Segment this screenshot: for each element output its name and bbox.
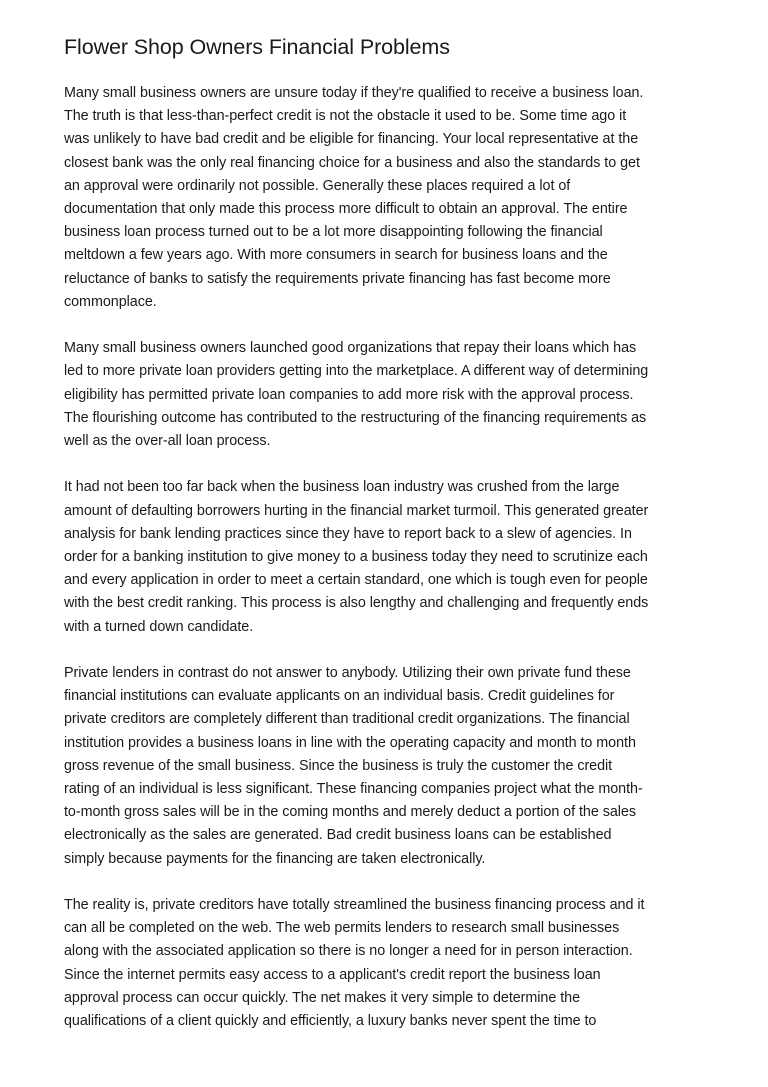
- text-line: an approval were ordinarily not possible. Generally these places required a lot of: [64, 177, 571, 194]
- text-line: with a turned down candidate.: [64, 618, 254, 635]
- text-line: approval process can occur quickly. The net makes it very simple to determine the: [64, 989, 581, 1006]
- text-line: It had not been too far back when the business loan industry was crushed from the large: [64, 479, 620, 496]
- text-line: order for a banking institution to give money to a business today they need to scrutinize each: [64, 549, 648, 566]
- text-line: The truth is that less-than-perfect credit is not the obstacle it used to be. Some time ago it: [64, 108, 627, 125]
- paragraph-2: [64, 337, 714, 453]
- text-line: institution provides a business loans in line with the operating capacity and month to month: [64, 734, 636, 751]
- text-line: documentation that only made this process more difficult to obtain an approval. The entire: [64, 201, 628, 218]
- text-line: Since the internet permits easy access to a applicant's credit report the business loan: [64, 966, 601, 983]
- text-line: analysis for bank lending practices since they have to report back to a slew of agencies. In: [64, 525, 632, 542]
- text-line: business loan process turned out to be a lot more disappointing following the financial: [64, 224, 603, 241]
- text-line: financial institutions can evaluate applicants on an individual basis. Credit guidelines for: [64, 688, 615, 705]
- text-line: Private lenders in contrast do not answer to anybody. Utilizing their own private fund these: [64, 665, 631, 682]
- text-line: simply because payments for the financing are taken electronically.: [64, 850, 486, 867]
- document-title: Flower Shop Owners Financial Problems: [64, 35, 450, 59]
- text-line: electronically as the sales are generated. Bad credit business loans can be established: [64, 827, 612, 844]
- text-line: eligibility has permitted private loan companies to add more risk with the approval process.: [64, 386, 634, 403]
- text-line: was unlikely to have bad credit and be eligible for financing. Your local representative at the: [64, 131, 639, 148]
- text-line: The reality is, private creditors have totally streamlined the business financing process and it: [64, 897, 645, 914]
- text-line: to-month gross sales will be in the coming months and merely deduct a portion of the sales: [64, 804, 636, 821]
- text-line: and every application in order to meet a certain standard, one which is tough even for people: [64, 572, 648, 589]
- paragraph-1: [64, 82, 714, 314]
- text-line: along with the associated application so there is no longer a need for in person interaction.: [64, 943, 633, 960]
- text-line: rating of an individual is less significant. These financing companies project what the month-: [64, 781, 643, 798]
- text-line: meltdown a few years ago. With more consumers in search for business loans and the: [64, 247, 608, 264]
- paragraph-4: [64, 662, 714, 871]
- text-line: Many small business owners launched good organizations that repay their loans which has: [64, 340, 637, 357]
- text-line: led to more private loan providers getting into the marketplace. A different way of determining: [64, 363, 649, 380]
- text-line: can all be completed on the web. The web permits lenders to research small businesses: [64, 920, 620, 937]
- text-line: reluctance of banks to satisfy the requirements private financing has fast become more: [64, 270, 611, 287]
- text-line: The flourishing outcome has contributed to the restructuring of the financing requirements as: [64, 409, 647, 426]
- text-line: closest bank was the only real financing choice for a business and also the standards to get: [64, 154, 640, 171]
- paragraph-3: [64, 476, 714, 638]
- text-line: Many small business owners are unsure today if they're qualified to receive a business loan.: [64, 85, 644, 101]
- text-line: qualifications of a client quickly and efficiently, a luxury banks never spent the time to: [64, 1013, 597, 1030]
- text-line: with the best credit ranking. This process is also lengthy and challenging and frequently ends: [64, 595, 649, 612]
- text-line: commonplace.: [64, 293, 157, 310]
- text-line: gross revenue of the small business. Since the business is truly the customer the credit: [64, 757, 613, 774]
- document-page: [64, 30, 714, 1056]
- paragraph-5: [64, 894, 714, 1033]
- text-line: well as the over-all loan process.: [64, 433, 271, 450]
- text-line: amount of defaulting borrowers hurting in the financial market turmoil. This generated greater: [64, 502, 649, 519]
- text-line: private creditors are completely different than traditional credit organizations. The financial: [64, 711, 630, 728]
